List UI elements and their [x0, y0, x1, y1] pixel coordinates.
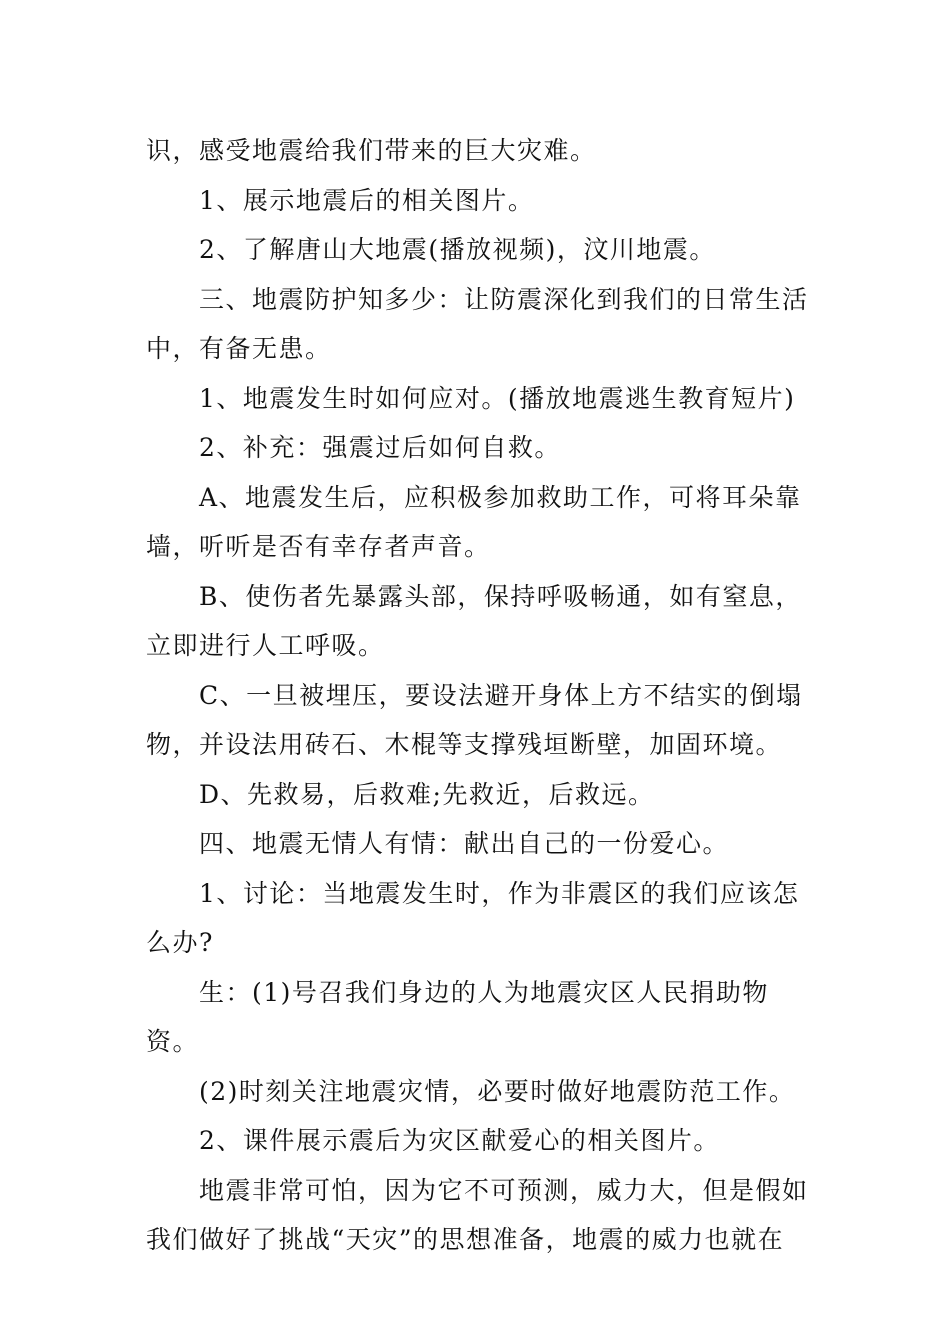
paragraph-discussion: 1、讨论：当地震发生时，作为非震区的我们应该怎么办? [146, 878, 800, 957]
paragraph-item-d: D、先救易，后救难;先救近，后救远。 [199, 779, 655, 809]
paragraph-courseware: 2、课件展示震后为灾区献爱心的相关图片。 [199, 1126, 720, 1155]
paragraph-how-to-respond: 1、地震发生时如何应对。(播放地震逃生教育短片) [199, 383, 796, 413]
paragraph-item-a: A、地震发生后，应积极参加救助工作，可将耳朵靠墙，听听是否有幸存者声音。 [146, 482, 802, 561]
paragraph-student-1: 生：(1)号召我们身边的人为地震灾区人民捐助物资。 [146, 977, 769, 1056]
paragraph-self-rescue: 2、补充：强震过后如何自救。 [199, 433, 561, 462]
paragraph-conclusion: 地震非常可怕，因为它不可预测，威力大，但是假如我们做好了挑战“天灾”的思想准备，地震的威力也就在 [146, 1175, 809, 1254]
paragraph-tangshan: 2、了解唐山大地震(播放视频)，汶川地震。 [199, 235, 716, 264]
document-body [146, 126, 810, 1265]
paragraph-continuation: 识，感受地震给我们带来的巨大灾难。 [146, 136, 597, 165]
section-heading-3: 三、地震防护知多少：让防震深化到我们的日常生活中，有备无患。 [146, 284, 809, 363]
paragraph-item-b: B、使伤者先暴露头部，保持呼吸畅通，如有窒息，立即进行人工呼吸。 [146, 581, 802, 660]
section-heading-4: 四、地震无情人有情：献出自己的一份爱心。 [199, 829, 730, 858]
paragraph-show-pictures: 1、展示地震后的相关图片。 [199, 185, 535, 215]
paragraph-student-2: (2)时刻关注地震灾情，必要时做好地震防范工作。 [199, 1076, 796, 1106]
paragraph-item-c: C、一旦被埋压，要设法避开身体上方不结实的倒塌物，并设法用砖石、木棍等支撑残垣断壁，加固环境。 [146, 680, 803, 759]
